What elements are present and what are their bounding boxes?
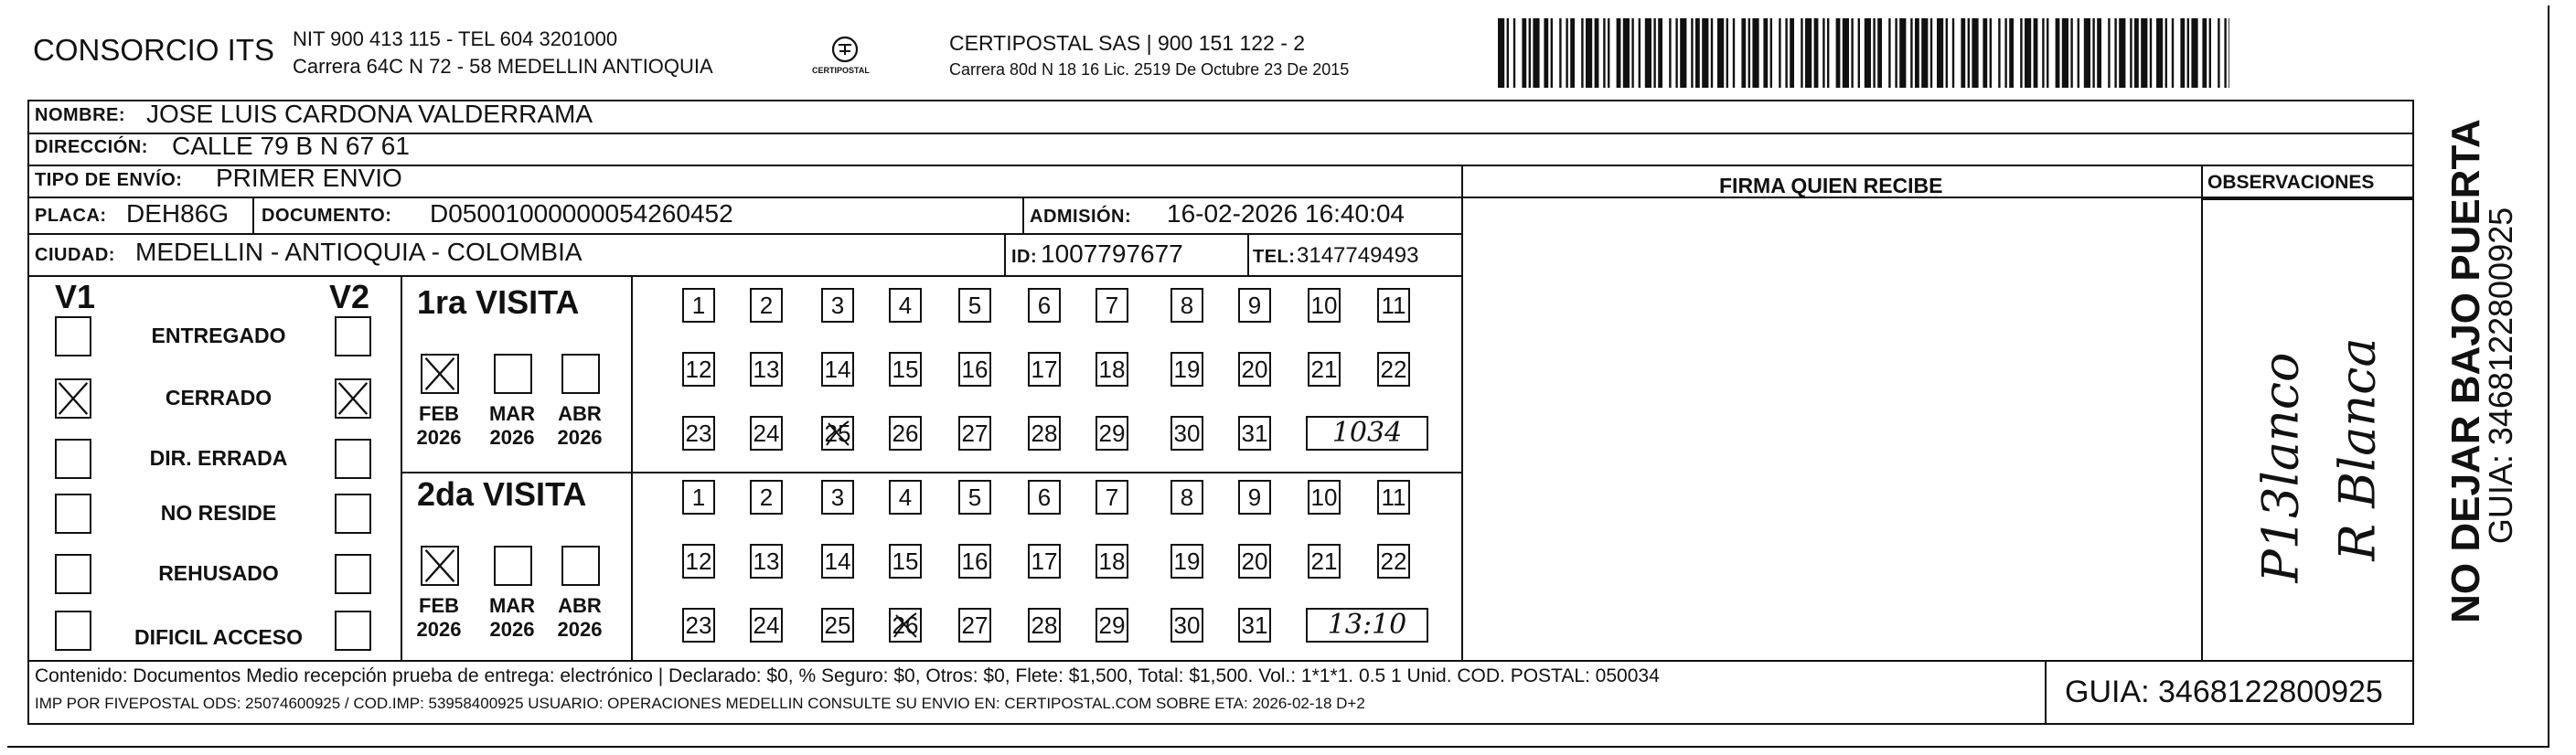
status-v1-checkbox[interactable] xyxy=(55,378,91,419)
day-box[interactable]: 21 xyxy=(1308,352,1341,387)
barcode-bar xyxy=(2070,18,2072,88)
day-box[interactable]: 20 xyxy=(1238,544,1271,579)
status-v2-checkbox[interactable] xyxy=(335,494,371,534)
barcode-bar xyxy=(1675,18,1677,88)
barcode-bar xyxy=(1983,18,1987,88)
nombre-value: JOSE LUIS CARDONA VALDERRAMA xyxy=(146,100,593,128)
day-box[interactable]: 18 xyxy=(1096,544,1128,579)
day-box[interactable]: 4 xyxy=(889,480,922,515)
barcode-bar xyxy=(1873,18,1875,88)
status-v1-checkbox[interactable] xyxy=(55,439,91,479)
documento-value: D05001000000054260452 xyxy=(430,199,733,228)
barcode-bar xyxy=(1669,18,1671,88)
barcode-bar xyxy=(2084,18,2090,88)
day-box[interactable]: 29 xyxy=(1096,416,1128,451)
certipostal-logo-text: CERTIPOSTAL xyxy=(812,66,870,75)
day-box[interactable]: 5 xyxy=(958,480,991,515)
month-label: FEB xyxy=(419,594,459,617)
day-box[interactable]: 24 xyxy=(750,416,783,451)
month-checkbox-feb[interactable] xyxy=(421,546,459,586)
day-box[interactable]: 6 xyxy=(1028,480,1061,515)
barcode-bar xyxy=(1895,18,1897,88)
month-year: 2026 xyxy=(557,426,603,449)
barcode-bar xyxy=(1595,18,1599,88)
handwritten-observation-1: P13lanco xyxy=(2251,352,2310,583)
barcode-bar xyxy=(2025,18,2031,88)
barcode-bar xyxy=(1623,18,1630,88)
admision-value: 16-02-2026 16:40:04 xyxy=(1167,199,1405,228)
time-written-box[interactable]: 13:10 xyxy=(1306,608,1428,643)
barcode-bar xyxy=(1763,18,1768,88)
month-year: 2026 xyxy=(489,618,535,641)
day-box[interactable]: 23 xyxy=(682,608,715,643)
month-checkbox-mar[interactable] xyxy=(494,546,532,586)
day-box[interactable]: 22 xyxy=(1377,544,1410,579)
barcode-bar xyxy=(1946,18,1948,88)
day-box[interactable]: 7 xyxy=(1096,288,1128,323)
ciudad-value: MEDELLIN - ANTIOQUIA - COLOMBIA xyxy=(135,238,583,266)
status-v2-checkbox[interactable] xyxy=(335,316,371,356)
day-strike-mark xyxy=(821,416,854,451)
day-box[interactable]: 20 xyxy=(1238,352,1271,387)
barcode-bar xyxy=(1559,18,1561,88)
barcode-bar xyxy=(1513,18,1515,88)
barcode-bar xyxy=(1608,18,1609,88)
month-label: ABR xyxy=(558,594,602,617)
barcode-bar xyxy=(1522,18,1526,88)
day-box[interactable]: 2 xyxy=(750,480,783,515)
month-checkbox-abr[interactable] xyxy=(561,354,600,394)
barcode-bar xyxy=(1858,18,1860,88)
barcode-bar xyxy=(1711,18,1713,88)
footer-content-line: Contenido: Documentos Medio recepción prueba de entrega: electrónico | Declarado: $0, % Seguro: $0, Otros: $0, Flete: $1,500, Total: $1,500. Vol.: 1*1*1. 0.5 1 Unid. COD. POSTAL: 050034 xyxy=(35,665,1660,686)
certipostal-address: Carrera 80d N 18 16 Lic. 2519 De Octubre 23 De 2015 xyxy=(949,60,1350,79)
barcode-bar xyxy=(1921,18,1928,88)
placa-value: DEH86G xyxy=(126,199,230,228)
barcode-bar xyxy=(1779,18,1780,88)
day-box[interactable]: 24 xyxy=(750,608,783,643)
barcode-bar xyxy=(2172,18,2174,88)
barcode-bar xyxy=(2224,18,2226,88)
tel-value: 3147749493 xyxy=(1297,243,1419,268)
day-box[interactable]: 15 xyxy=(889,544,922,579)
month-year: 2026 xyxy=(416,426,462,449)
barcode xyxy=(1498,18,2229,88)
handwritten-observation-2: R Blanca xyxy=(2328,337,2387,561)
month-label: FEB xyxy=(419,402,459,425)
day-box[interactable]: 4 xyxy=(889,288,922,323)
id-value: 1007797677 xyxy=(1041,239,1183,268)
status-label: REHUSADO xyxy=(158,561,279,585)
barcode-bar xyxy=(1702,18,1708,88)
barcode-bar xyxy=(1801,18,1802,88)
barcode-bar xyxy=(1968,18,1970,88)
month-checkbox-mar[interactable] xyxy=(494,354,532,394)
side-text xyxy=(2414,91,2542,640)
day-box[interactable]: 27 xyxy=(958,608,991,643)
month-label: ABR xyxy=(558,402,602,425)
day-box[interactable]: 1 xyxy=(682,480,715,515)
barcode-bar xyxy=(1570,18,1575,88)
day-box[interactable]: 6 xyxy=(1028,288,1061,323)
barcode-bar xyxy=(1726,18,1728,88)
status-label: DIFICIL ACCESO xyxy=(134,625,303,649)
barcode-bar xyxy=(2156,18,2163,88)
day-box[interactable]: 19 xyxy=(1170,352,1203,387)
barcode-bar xyxy=(1695,18,1700,88)
no-dejar-bajo-puerta: NO DEJAR BAJO PUERTA xyxy=(2443,119,2488,623)
status-v2-checkbox[interactable] xyxy=(335,554,371,594)
barcode-bar xyxy=(1952,18,1954,88)
tel-label: TEL: xyxy=(1253,247,1296,267)
direccion-value: CALLE 79 B N 67 61 xyxy=(172,132,410,160)
barcode-bar xyxy=(2056,18,2060,88)
firma-header: FIRMA QUIEN RECIBE xyxy=(1719,174,1943,197)
month-checkbox-feb[interactable] xyxy=(421,354,459,394)
month-label: MAR xyxy=(488,594,536,617)
status-v1-checkbox[interactable] xyxy=(55,554,91,594)
day-box[interactable]: 22 xyxy=(1377,352,1410,387)
barcode-bar xyxy=(1888,18,1890,88)
barcode-bar xyxy=(2202,18,2207,88)
barcode-bar xyxy=(2078,18,2079,88)
day-box[interactable]: 18 xyxy=(1096,352,1128,387)
barcode-bar xyxy=(1752,18,1758,88)
day-box[interactable]: 8 xyxy=(1170,480,1203,515)
barcode-bar xyxy=(1498,18,1504,88)
certipostal-logo xyxy=(808,33,882,84)
id-label: ID: xyxy=(1011,247,1038,267)
barcode-bar xyxy=(2134,18,2139,88)
barcode-bar xyxy=(1645,18,1651,88)
barcode-bar xyxy=(1544,18,1548,88)
barcode-bar xyxy=(2034,18,2038,88)
day-strike-mark xyxy=(889,608,922,643)
barcode-bar xyxy=(2114,18,2116,88)
barcode-bar xyxy=(2191,18,2197,88)
day-box[interactable]: 16 xyxy=(958,352,991,387)
barcode-bar xyxy=(1790,18,1794,88)
day-box[interactable]: 11 xyxy=(1377,288,1410,323)
day-box[interactable]: 26 xyxy=(889,416,922,451)
barcode-bar xyxy=(2042,18,2044,88)
status-label: DIR. ERRADA xyxy=(149,446,288,470)
month-label: MAR xyxy=(488,402,536,425)
month-year: 2026 xyxy=(557,618,603,641)
barcode-bar xyxy=(1581,18,1583,88)
month-year: 2026 xyxy=(416,618,462,641)
barcode-bar xyxy=(2130,18,2132,88)
barcode-bar xyxy=(1827,18,1829,88)
day-box[interactable]: 31 xyxy=(1238,608,1271,643)
status-v1-checkbox[interactable] xyxy=(55,494,91,534)
barcode-bar xyxy=(2209,18,2211,88)
day-box[interactable]: 10 xyxy=(1308,288,1341,323)
barcode-bar xyxy=(2180,18,2185,88)
barcode-bar xyxy=(1910,18,1912,88)
barcode-bar xyxy=(1822,18,1824,88)
barcode-bar xyxy=(2004,18,2006,88)
documento-label: DOCUMENTO: xyxy=(262,206,392,226)
company-address: Carrera 64C N 72 - 58 MEDELLIN ANTIOQUIA xyxy=(293,55,713,78)
side-guia: GUIA: 3468122800925 xyxy=(2482,207,2519,545)
day-box[interactable]: 13 xyxy=(750,352,783,387)
ciudad-label: CIUDAD: xyxy=(35,245,115,265)
barcode-bar xyxy=(2097,18,2101,88)
status-v2-checkbox[interactable] xyxy=(335,439,371,479)
tipo-envio-label: TIPO DE ENVÍO: xyxy=(35,170,183,190)
day-box[interactable]: 14 xyxy=(821,352,854,387)
day-box[interactable]: 27 xyxy=(958,416,991,451)
day-box[interactable]: 10 xyxy=(1308,480,1341,515)
barcode-bar xyxy=(1551,18,1553,88)
barcode-bar xyxy=(1990,18,1992,88)
barcode-bar xyxy=(1631,18,1633,88)
day-box[interactable]: 3 xyxy=(821,288,854,323)
barcode-bar xyxy=(1915,18,1919,88)
day-box[interactable]: 12 xyxy=(682,544,715,579)
day-box[interactable]: 28 xyxy=(1028,608,1061,643)
barcode-bar xyxy=(1877,18,1882,88)
barcode-bar xyxy=(1770,18,1772,88)
time-written-box[interactable]: 1034 xyxy=(1306,416,1428,451)
day-box[interactable]: 31 xyxy=(1238,416,1271,451)
certipostal-name: CERTIPOSTAL SAS | 900 151 122 - 2 xyxy=(949,31,1306,55)
barcode-bar xyxy=(1733,18,1735,88)
day-box[interactable]: 13 xyxy=(750,544,783,579)
month-year: 2026 xyxy=(489,426,535,449)
day-box[interactable]: 11 xyxy=(1377,480,1410,515)
day-box[interactable]: 19 xyxy=(1170,544,1203,579)
day-box[interactable]: 9 xyxy=(1238,288,1271,323)
barcode-bar xyxy=(1586,18,1592,88)
day-box[interactable]: 23 xyxy=(682,416,715,451)
day-box[interactable]: 25 xyxy=(821,608,854,643)
barcode-bar xyxy=(1653,18,1655,88)
nombre-label: NOMBRE: xyxy=(35,105,126,125)
status-v2-checkbox[interactable] xyxy=(335,611,371,651)
day-box[interactable]: 30 xyxy=(1170,608,1203,643)
day-box[interactable]: 15 xyxy=(889,352,922,387)
company-nit: NIT 900 413 115 - TEL 604 3201000 xyxy=(293,27,618,50)
barcode-bar xyxy=(1603,18,1605,88)
barcode-bar xyxy=(1961,18,1965,88)
footer-guia: GUIA: 3468122800925 xyxy=(2065,675,2383,709)
barcode-bar xyxy=(2062,18,2068,88)
barcode-bar xyxy=(1805,18,1812,88)
status-v1-checkbox[interactable] xyxy=(55,316,91,356)
admision-label: ADMISIÓN: xyxy=(1030,207,1132,227)
day-box[interactable]: 28 xyxy=(1028,416,1061,451)
barcode-bar xyxy=(1851,18,1853,88)
barcode-bar xyxy=(1507,18,1509,88)
barcode-bar xyxy=(2218,18,2219,88)
barcode-bar xyxy=(2092,18,2094,88)
day-box[interactable]: 17 xyxy=(1028,544,1061,579)
barcode-bar xyxy=(1843,18,1849,88)
barcode-bar xyxy=(1785,18,1787,88)
day-box[interactable]: 25 xyxy=(821,416,854,451)
barcode-bar xyxy=(1717,18,1724,88)
barcode-bar xyxy=(1814,18,1819,88)
barcode-bar xyxy=(2047,18,2048,88)
company-name: CONSORCIO ITS xyxy=(33,33,275,67)
barcode-bar xyxy=(1741,18,1746,88)
barcode-bar xyxy=(1748,18,1750,88)
day-box[interactable]: 29 xyxy=(1096,608,1128,643)
barcode-bar xyxy=(1566,18,1567,88)
barcode-bar xyxy=(2141,18,2147,88)
barcode-bar xyxy=(1899,18,1906,88)
footer-print-line: IMP POR FIVEPOSTAL ODS: 25074600925 / COD.IMP: 53958400925 USUARIO: OPERACIONES MEDELLIN CONSULTE SU ENVIO EN: CERTIPOSTAL.COM SOBRE ETA: 2026-02-18 D+2 xyxy=(35,695,1365,712)
day-box[interactable]: 9 xyxy=(1238,480,1271,515)
barcode-bar xyxy=(1865,18,1871,88)
barcode-bar xyxy=(2020,18,2022,88)
status-label: CERRADO xyxy=(165,386,273,409)
barcode-bar xyxy=(1658,18,1662,88)
barcode-bar xyxy=(1691,18,1693,88)
barcode-bar xyxy=(2108,18,2110,88)
day-box[interactable]: 3 xyxy=(821,480,854,515)
day-box[interactable]: 1 xyxy=(682,288,715,323)
barcode-bar xyxy=(1617,18,1621,88)
status-label: NO RESIDE xyxy=(160,501,277,525)
direccion-label: DIRECCIÓN: xyxy=(35,137,148,157)
day-box[interactable]: 7 xyxy=(1096,480,1128,515)
barcode-bar xyxy=(1998,18,2000,88)
status-label: ENTREGADO xyxy=(151,324,286,347)
month-checkbox-abr[interactable] xyxy=(561,546,600,586)
visit-2-title: 2da VISITA xyxy=(417,475,587,513)
day-box[interactable]: 30 xyxy=(1170,416,1203,451)
status-v1-checkbox[interactable] xyxy=(55,611,91,651)
v2-header: V2 xyxy=(329,278,370,315)
placa-label: PLACA: xyxy=(35,206,107,226)
day-box[interactable]: 21 xyxy=(1308,544,1341,579)
day-box[interactable]: 17 xyxy=(1028,352,1061,387)
barcode-bar xyxy=(1639,18,1641,88)
day-box[interactable]: 8 xyxy=(1170,288,1203,323)
day-box[interactable]: 12 xyxy=(682,352,715,387)
tipo-envio-value: PRIMER ENVIO xyxy=(216,164,402,192)
barcode-bar xyxy=(2187,18,2189,88)
day-box[interactable]: 5 xyxy=(958,288,991,323)
barcode-bar xyxy=(2150,18,2152,88)
barcode-bar xyxy=(1930,18,1932,88)
barcode-bar xyxy=(1836,18,1841,88)
day-box[interactable]: 2 xyxy=(750,288,783,323)
v1-header: V1 xyxy=(55,278,96,315)
status-v2-checkbox[interactable] xyxy=(335,378,371,419)
day-box[interactable]: 16 xyxy=(958,544,991,579)
day-box[interactable]: 14 xyxy=(821,544,854,579)
barcode-bar xyxy=(2009,18,2014,88)
barcode-bar xyxy=(2165,18,2167,88)
observaciones-header: OBSERVACIONES xyxy=(2207,172,2375,193)
barcode-bar xyxy=(2119,18,2125,88)
day-box[interactable]: 26 xyxy=(889,608,922,643)
barcode-bar xyxy=(1680,18,1686,88)
barcode-bar xyxy=(1529,18,1531,88)
barcode-bar xyxy=(1533,18,1539,88)
visit-1-title: 1ra VISITA xyxy=(417,283,580,321)
barcode-bar xyxy=(1937,18,1943,88)
barcode-bar xyxy=(1972,18,1978,88)
